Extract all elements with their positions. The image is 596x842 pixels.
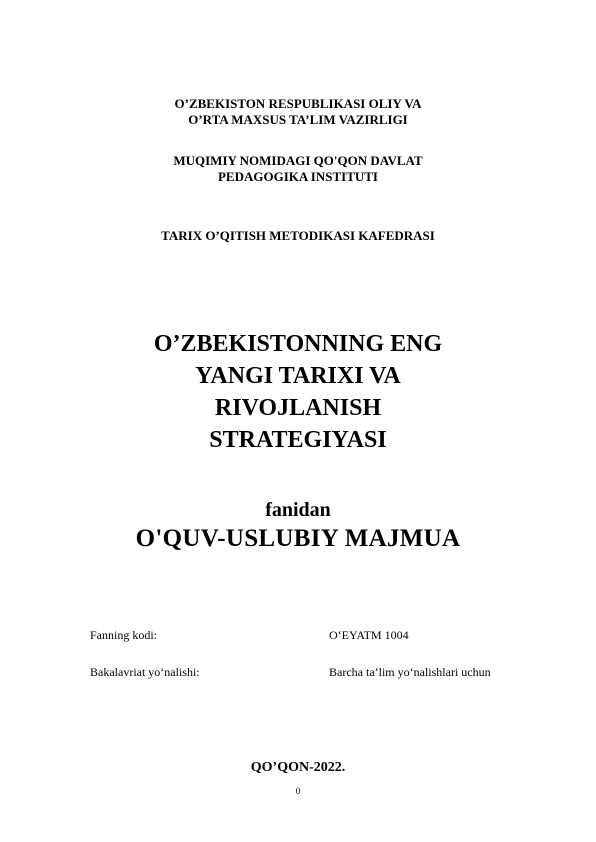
course-title-line-1: O’ZBEKISTONNING ENG [153,331,443,357]
institute-line-2: PEDAGOGIKA INSTITUTI [217,169,378,184]
page-number: 0 [295,786,301,796]
direction-value: Barcha ta’lim yo‘nalishlari uchun [329,665,491,679]
ministry-line-1: O’ZBEKISTON RESPUBLIKASI OLIY VA [174,96,422,111]
fanidan-label: fanidan [265,499,331,521]
complex-title: O'QUV-USLUBIY MAJMUA [135,525,461,552]
course-code-label: Fanning kodi: [90,628,158,642]
department-heading: TARIX O’QITISH METODIKASI KAFEDRASI [161,228,435,243]
ministry-heading [0,96,596,128]
course-title [0,328,596,456]
course-title-line-4: STRATEGIYASI [209,427,387,453]
ministry-line-2: O’RTA MAXSUS TA’LIM VAZIRLIGI [188,112,408,127]
institute-heading [0,153,596,185]
direction-label: Bakalavriat yo‘nalishi: [90,665,200,679]
course-title-line-2: YANGI TARIXI VA [195,363,401,389]
course-title-line-3: RIVOJLANISH [214,395,382,421]
city-year: QO’QON-2022. [250,760,346,775]
institute-line-1: MUQIMIY NOMIDAGI QO'QON DAVLAT [173,153,423,168]
course-code-value: O‘EYATM 1004 [329,628,409,642]
